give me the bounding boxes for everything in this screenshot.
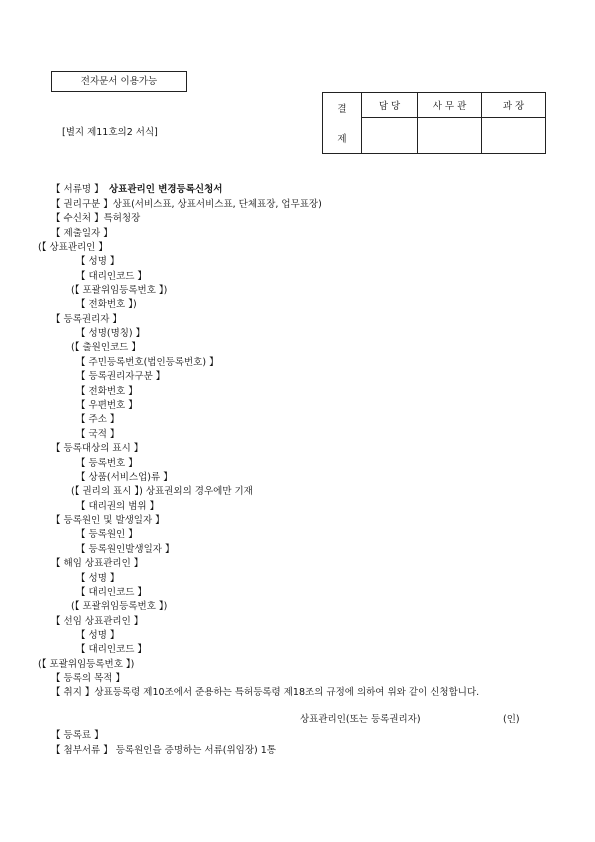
approval-sign-officer[interactable] <box>418 118 482 154</box>
appointed-agent-name-field: 【 성명 】 <box>76 630 120 641</box>
nationality-field: 【 국적 】 <box>76 429 120 440</box>
approval-label-gyeol: 결 <box>337 104 347 115</box>
agent-phone-field: 【 전화번호 】) <box>76 299 137 310</box>
form-number: [별지 제11호의2 서식] <box>62 127 158 138</box>
holder-phone-field: 【 전화번호 】 <box>76 386 138 397</box>
approval-sign-manager[interactable] <box>362 118 418 154</box>
approval-header-manager: 담 당 <box>362 93 418 118</box>
postal-code-field: 【 우편번호 】 <box>76 400 138 411</box>
agency-scope-field: 【 대리권의 범위 】 <box>76 501 160 512</box>
goods-class-field: 【 상품(서비스업)류 】 <box>76 472 173 483</box>
approval-sign-chief[interactable] <box>482 118 546 154</box>
submission-date-field: 【 제출일자 】 <box>51 228 113 239</box>
approval-label-cell <box>323 93 362 154</box>
dismissed-agent-blanket-power-field: (【 포괄위임등록번호 】) <box>71 601 168 612</box>
registered-holder-section: 【 등록권리자 】 <box>51 314 122 325</box>
dismissed-agent-name-field: 【 성명 】 <box>76 573 120 584</box>
agent-blanket-power-field: (【 포괄위임등록번호 】) <box>71 285 168 296</box>
signatory-label: 상표관리인(또는 등록권리자) <box>300 714 421 725</box>
registration-target-section: 【 등록대상의 표시 】 <box>51 443 144 454</box>
registration-purpose-field: 【 등록의 목적 】 <box>51 673 125 684</box>
doc-name-label: 【 서류명 】 <box>51 184 104 195</box>
right-indication-field: (【 권리의 표시 】) 상표권외의 경우에만 기재 <box>71 486 253 497</box>
cause-date-field: 【 등록원인발생일자 】 <box>76 544 175 555</box>
appointed-agent-section: 【 선임 상표관리인 】 <box>51 616 144 627</box>
approval-table <box>322 92 546 154</box>
trademark-agent-section: (【 상표관리인 】 <box>38 242 108 253</box>
registration-number-field: 【 등록번호 】 <box>76 458 138 469</box>
agent-name-field: 【 성명 】 <box>76 256 120 267</box>
purpose-statement: 【 취지 】상표등록령 제10조에서 준용하는 특허등록령 제18조의 규정에 의하여 위와 같이 신청합니다. <box>51 687 480 698</box>
electronic-document-stamp: 전자문서 이용가능 <box>51 71 187 92</box>
right-type-field: 【 권리구분 】상표(서비스표, 상표서비스표, 단체표장, 업무표장) <box>51 199 322 210</box>
registration-fee-field: 【 등록료 】 <box>51 730 104 741</box>
holder-type-field: 【 등록권리자구분 】 <box>76 371 166 382</box>
approval-header-officer: 사 무 관 <box>418 93 482 118</box>
registration-cause-section: 【 등록원인 및 발생일자 】 <box>51 515 165 526</box>
resident-number-field: 【 주민등록번호(법인등록번호) 】 <box>76 357 219 368</box>
agent-code-field: 【 대리인코드 】 <box>76 271 147 282</box>
attachments-field: 【 첨부서류 】 등록원인을 증명하는 서류(위임장) 1통 <box>51 745 276 756</box>
approval-label-je: 제 <box>337 134 347 145</box>
appointed-agent-blanket-power-field: (【 포괄위임등록번호 】) <box>38 659 135 670</box>
registration-cause-field: 【 등록원인 】 <box>76 529 138 540</box>
address-field: 【 주소 】 <box>76 414 120 425</box>
dismissed-agent-section: 【 해임 상표관리인 】 <box>51 558 144 569</box>
applicant-code-field: (【 출원인코드 】 <box>71 342 141 353</box>
approval-header-chief: 과 장 <box>482 93 546 118</box>
seal-mark: (인) <box>503 714 520 725</box>
holder-name-field: 【 성명(명칭) 】 <box>76 328 146 339</box>
dismissed-agent-code-field: 【 대리인코드 】 <box>76 587 147 598</box>
recipient-field: 【 수신처 】특허청장 <box>51 213 141 224</box>
doc-title: 상표관리인 변경등록신청서 <box>109 184 223 195</box>
appointed-agent-code-field: 【 대리인코드 】 <box>76 644 147 655</box>
